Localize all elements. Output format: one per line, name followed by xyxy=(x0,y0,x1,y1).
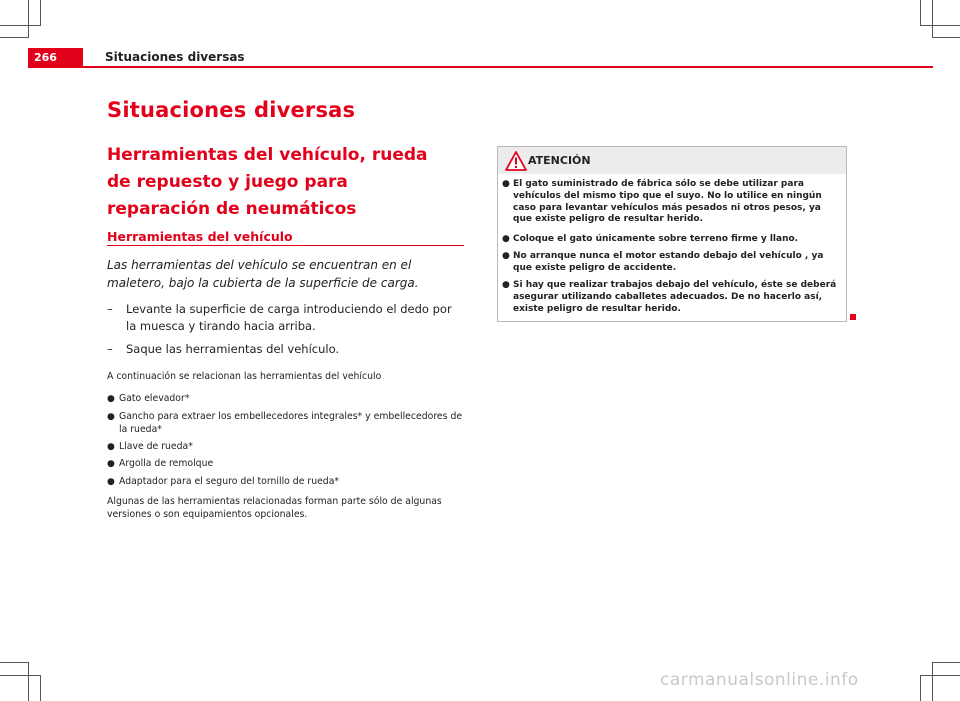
crop-mark xyxy=(920,25,960,26)
crop-mark xyxy=(920,0,921,26)
bullet-icon: ● xyxy=(502,251,510,261)
crop-mark xyxy=(40,0,41,26)
crop-mark xyxy=(0,25,40,26)
step-text: Saque las herramientas del vehículo. xyxy=(126,342,340,356)
watermark: carmanualsonline.info xyxy=(660,670,859,690)
list-item-text: Adaptador para el seguro del tornillo de rueda* xyxy=(119,476,340,487)
crop-mark xyxy=(932,662,960,663)
bullet-icon: ● xyxy=(107,459,115,469)
list-item xyxy=(107,458,467,471)
bullet-icon: ● xyxy=(502,234,510,244)
list-intro: A continuación se relacionan las herramientas del vehículo xyxy=(107,371,382,382)
warning-item xyxy=(502,234,842,246)
crop-mark xyxy=(920,675,921,701)
closing-note: Algunas de las herramientas relacionadas forman parte sólo de algunas versiones o son equipamientos opcionales. xyxy=(107,496,442,520)
intro-text: Las herramientas del vehículo se encuentran en el maletero, bajo la cubierta de la superficie de carga. xyxy=(107,258,419,290)
page-number: 266 xyxy=(28,48,83,66)
warning-item-text: No arranque nunca el motor estando debajo del vehículo , ya que existe peligro de accidente. xyxy=(513,251,824,273)
header-rule xyxy=(28,66,933,68)
section-title: Herramientas del vehículo, rueda de repuesto y juego para reparación de neumáticos xyxy=(107,145,428,219)
warning-box xyxy=(497,146,847,322)
crop-mark xyxy=(28,662,29,701)
warning-header xyxy=(498,147,846,174)
crop-mark xyxy=(0,675,40,676)
chapter-title: Situaciones diversas xyxy=(107,98,356,122)
crop-mark xyxy=(0,662,28,663)
list-item-text: Gato elevador* xyxy=(119,393,190,404)
list-item-text: Gancho para extraer los embellecedores integrales* y embellecedores de la rueda* xyxy=(119,411,463,435)
warning-item xyxy=(502,251,842,275)
list-item xyxy=(107,476,467,489)
crop-mark xyxy=(932,662,933,701)
warning-item-text: Coloque el gato únicamente sobre terreno firme y llano. xyxy=(513,234,799,244)
bullet-icon: ● xyxy=(107,394,115,404)
bullet-icon: ● xyxy=(107,477,115,487)
crop-mark xyxy=(932,37,960,38)
warning-item-text: Si hay que realizar trabajos debajo del vehículo, éste se deberá asegurar utilizando caballetes adecuados. De no hacerlo así, existe peligro de resultar herido. xyxy=(513,280,837,314)
crop-mark xyxy=(40,675,41,701)
bullet-icon: ● xyxy=(502,280,510,290)
running-title: Situaciones diversas xyxy=(105,50,245,64)
subsection-rule xyxy=(107,245,464,246)
subsection-title: Herramientas del vehículo xyxy=(107,229,293,244)
list-item xyxy=(107,441,467,454)
list-item xyxy=(107,411,467,436)
crop-mark xyxy=(920,675,960,676)
warning-item xyxy=(502,179,842,226)
crop-mark xyxy=(932,0,933,38)
list-item xyxy=(107,393,467,406)
warning-triangle-icon xyxy=(505,151,527,171)
crop-mark xyxy=(0,37,28,38)
crop-mark xyxy=(28,0,29,38)
warning-title: ATENCIÓN xyxy=(528,154,591,167)
list-item-text: Argolla de remolque xyxy=(119,458,214,469)
step-item xyxy=(107,341,464,358)
bullet-icon: ● xyxy=(502,179,510,189)
warning-item-text: El gato suministrado de fábrica sólo se debe utilizar para vehículos del mismo tipo que el suyo. No lo utilice en ningún caso para levantar vehículos más pesados ni otros pesos, ya que existe peligro de resultar herido. xyxy=(513,179,822,225)
bullet-icon: ● xyxy=(107,412,115,422)
step-text: Levante la superficie de carga introduciendo el dedo por la muesca y tirando hacia arriba. xyxy=(126,302,452,333)
step-marker: – xyxy=(107,302,113,316)
warning-item xyxy=(502,280,842,315)
step-marker: – xyxy=(107,342,113,356)
list-item-text: Llave de rueda* xyxy=(119,441,193,452)
section-end-mark xyxy=(850,314,856,320)
bullet-icon: ● xyxy=(107,442,115,452)
step-item xyxy=(107,301,464,335)
